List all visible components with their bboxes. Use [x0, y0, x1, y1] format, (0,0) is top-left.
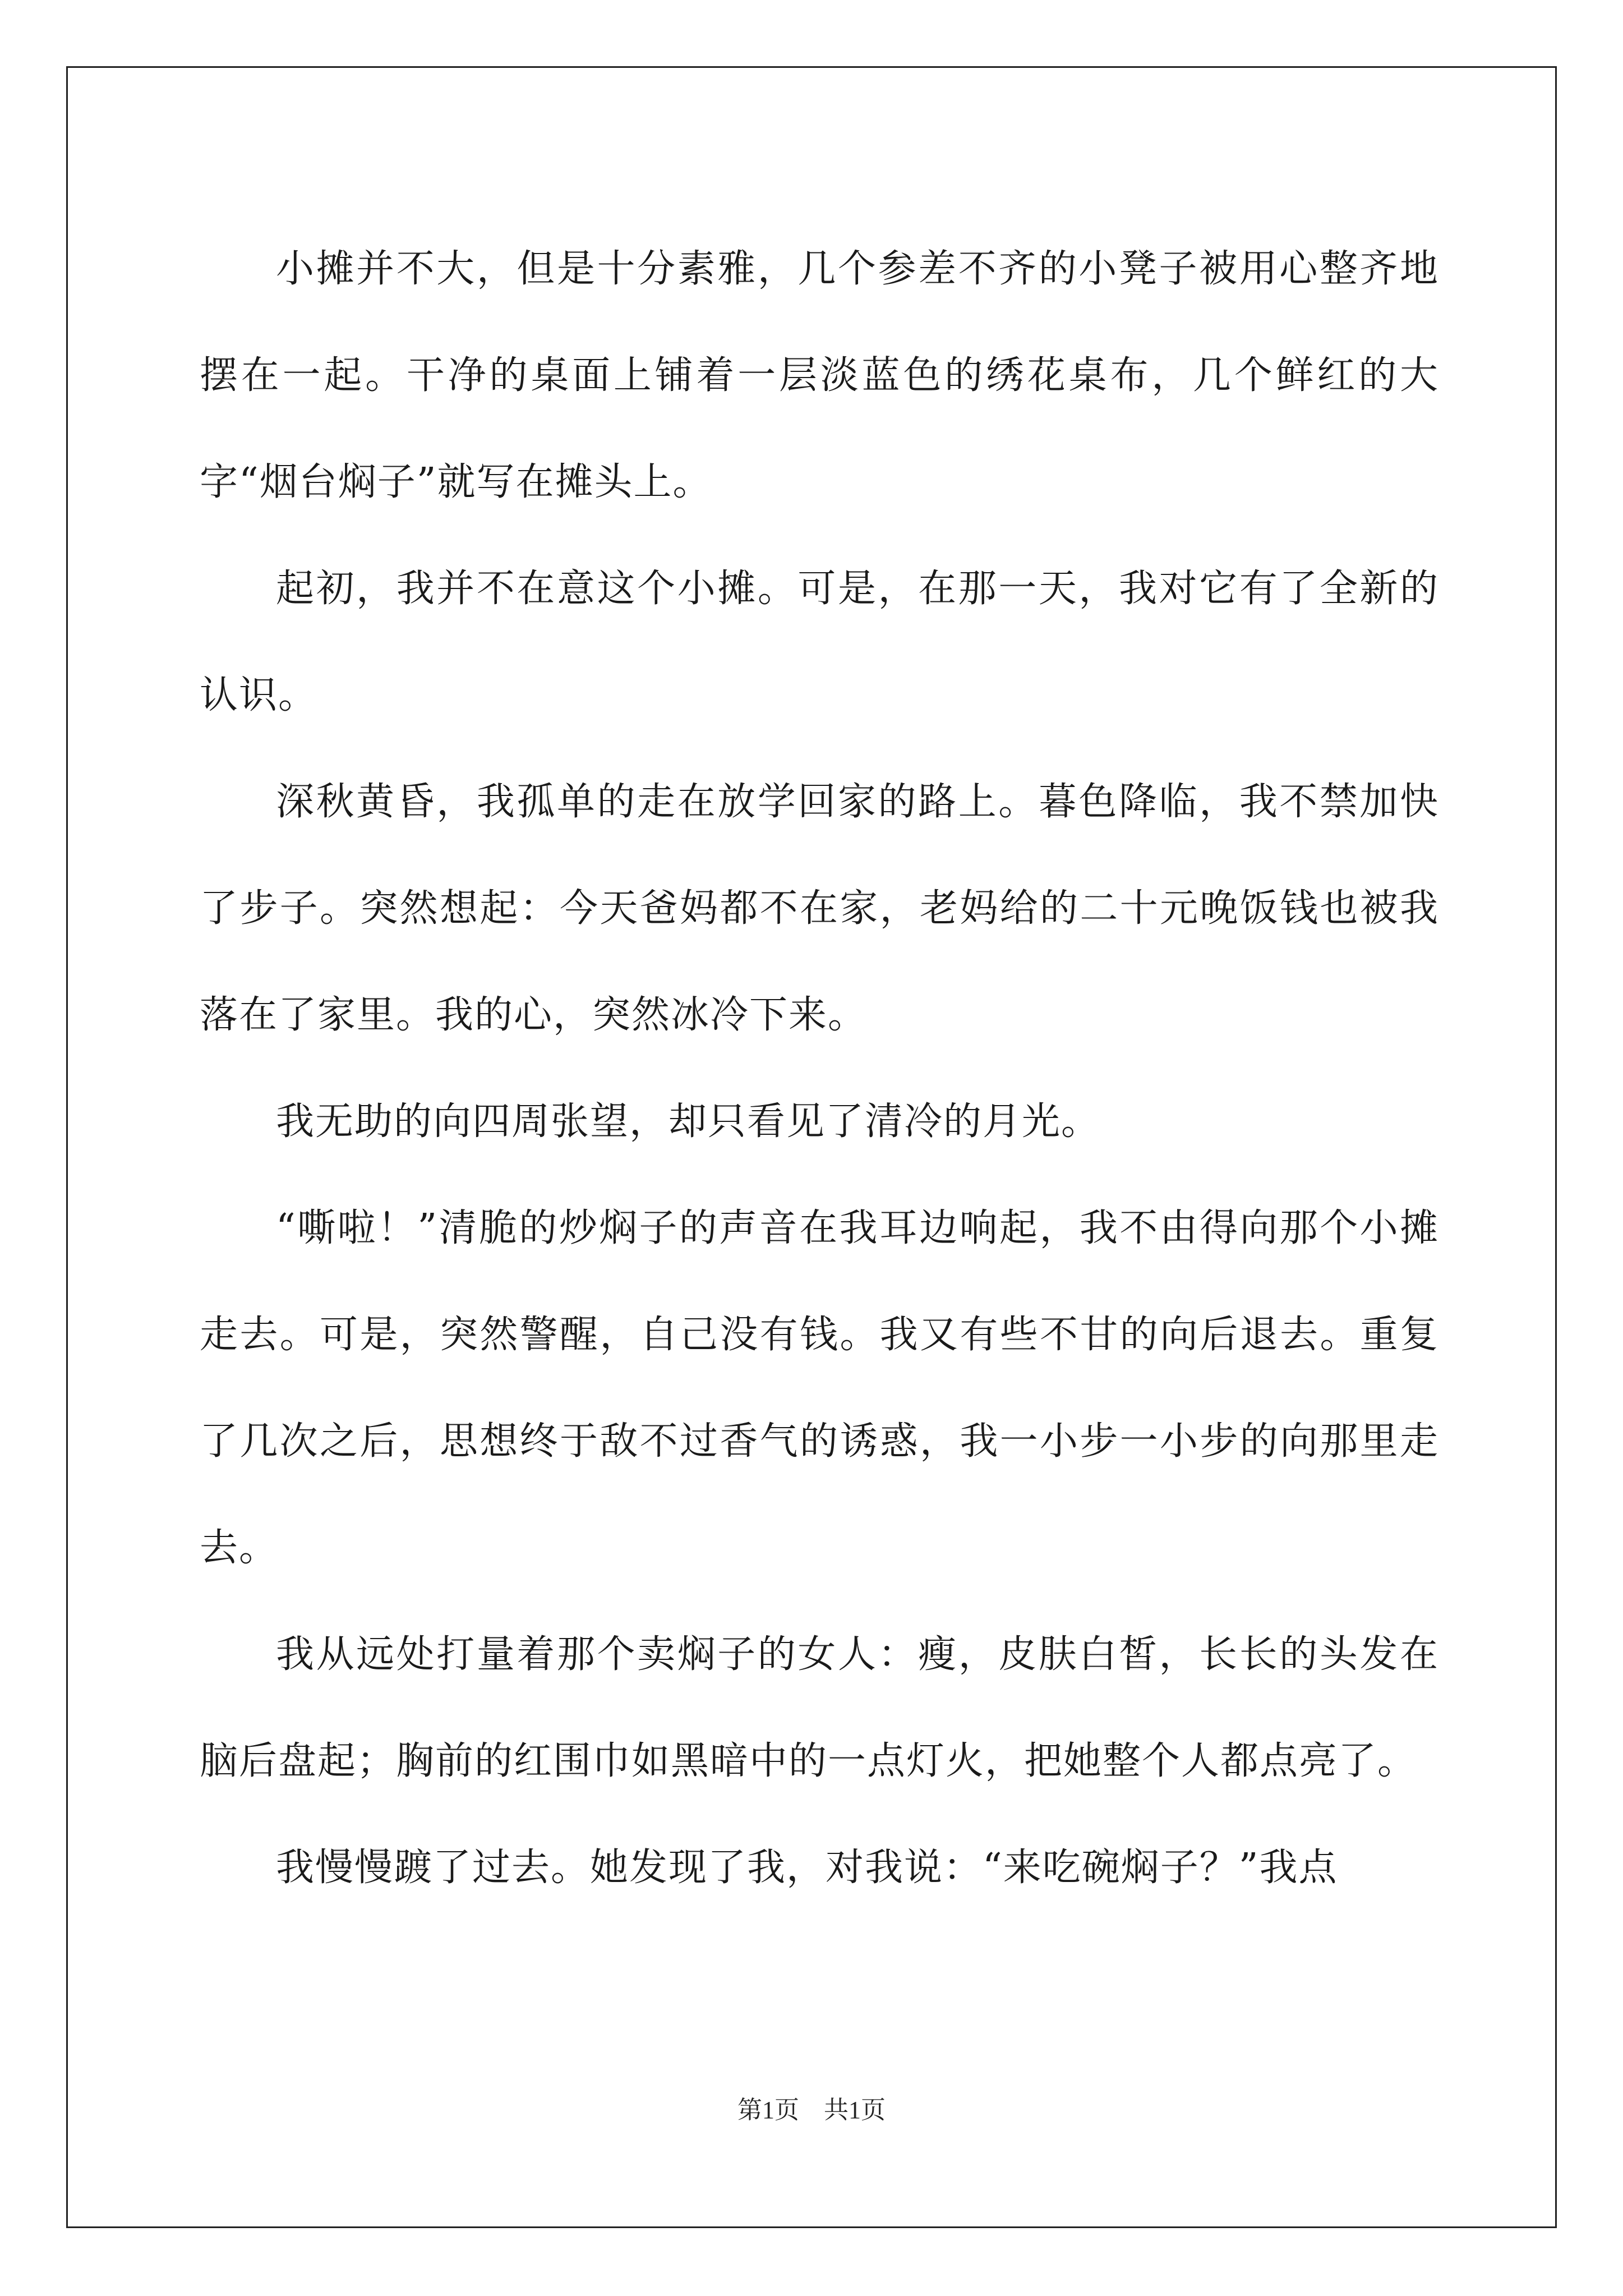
- paragraph-2: 起初，我并不在意这个小摊。可是，在那一天，我对它有了全新的认识。: [200, 567, 1439, 717]
- paragraph-6: 我从远处打量着那个卖焖子的女人：瘦，皮肤白皙，长长的头发在脑后盘起；胸前的红围巾如黑暗中的一点灯火，把她整个人都点亮了。: [200, 1632, 1439, 1783]
- paragraph-3: 深秋黄昏，我孤单的走在放学回家的路上。暮色降临，我不禁加快了步子。突然想起：今天爸妈都不在家，老妈给的二十元晚饭钱也被我落在了家里。我的心，突然冰冷下来。: [200, 780, 1439, 1037]
- document-body: [200, 216, 1439, 1921]
- page-number-footer: 第1页 共1页: [737, 2096, 886, 2124]
- paragraph-5: “嘶啦！”清脆的炒焖子的声音在我耳边响起，我不由得向那个小摊走去。可是，突然警醒，自己没有钱。我又有些不甘的向后退去。重复了几次之后，思想终于敌不过香气的诱惑，我一小步一小步的向那里走去。: [200, 1206, 1439, 1570]
- paragraph-7: 我慢慢踱了过去。她发现了我，对我说：“来吃碗焖子？”我点: [276, 1846, 1338, 1890]
- paragraph-4: 我无助的向四周张望，却只看见了清冷的月光。: [276, 1099, 1101, 1144]
- paragraph-1: 小摊并不大，但是十分素雅，几个参差不齐的小凳子被用心整齐地摆在一起。干净的桌面上铺着一层淡蓝色的绣花桌布，几个鲜红的大字“烟台焖子”就写在摊头上。: [200, 247, 1439, 504]
